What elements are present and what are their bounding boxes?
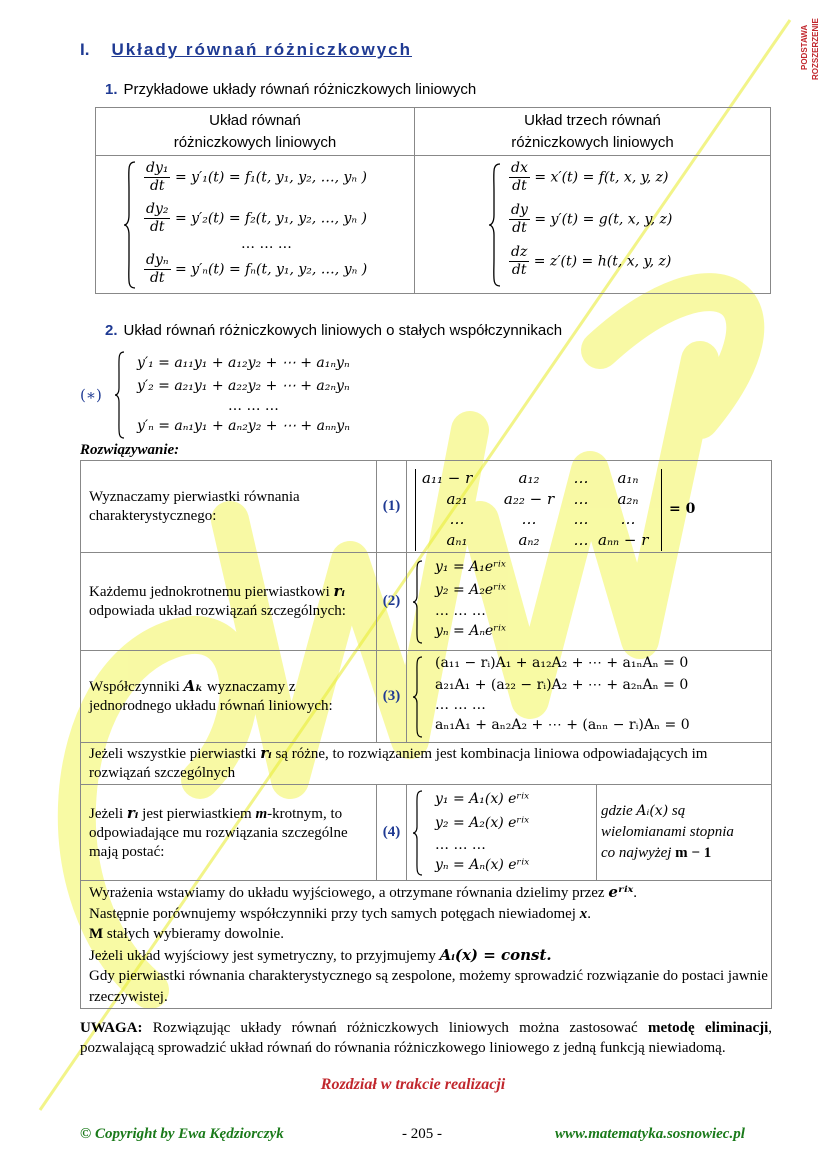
left-brace-icon [113, 350, 127, 440]
section-number: I. [80, 40, 90, 59]
left-brace-icon [411, 559, 425, 645]
step-3-text: Współczynniki Aₖ wyznaczamy z jednorodnego układu równań liniowych: [81, 651, 377, 743]
step-4-row [81, 785, 772, 881]
step-2-number: (2) [377, 553, 407, 651]
step-2-row [81, 553, 772, 651]
multiple-root-solutions: y₁ = A₁(x) eʳⁱˣ y₂ = A₂(x) eʳⁱˣ … … … yₙ = Aₙ(x) eʳⁱˣ [407, 785, 597, 881]
final-remarks: Wyrażenia wstawiamy do układu wyjściowego, a otrzymane równania dzielimy przez eʳⁱˣ. Następnie porównujemy współczynniki przy tych samych potęgach niewiadomej x. M stałych wybieramy dowolnie. Jeżeli układ wyjściowy jest symetryczny, to przyjmujemy Aᵢ(x) = const. Gdy pierwiastki równania charakterystycznego są zespolone, możemy sprowadzić rozwiązanie do postaci jawnie rzeczywistej. [81, 881, 772, 1009]
subsection-1-text: Przykładowe układy równań różniczkowych liniowych [123, 81, 477, 98]
system-star-label: (∗) [80, 386, 102, 404]
subsection-2 [105, 322, 562, 339]
example-systems-table [95, 107, 771, 294]
footer-url[interactable]: www.matematyka.sosnowiec.pl [555, 1126, 745, 1142]
polynomial-degree-note: gdzie Aᵢ(x) są wielomianami stopnia co najwyżej m − 1 [597, 785, 772, 881]
step-1-number: (1) [377, 461, 407, 553]
system-star-line-2: y′₂ = a₂₁y₁ + a₂₂y₂ + ⋯ + a₂ₙyₙ [137, 378, 350, 394]
footer-page-number: - 205 - [402, 1126, 442, 1142]
distinct-roots-text: Jeżeli wszystkie pierwiastki rᵢ są różne, to rozwiązaniem jest kombinacja liniowa odpowiadających im rozwiązań szczególnych [81, 743, 772, 785]
subsection-2-text: Układ równań różniczkowych liniowych o stałych współczynnikach [123, 322, 563, 339]
solving-steps-table [80, 460, 772, 1009]
status-note: Rozdział w trakcie realizacji [320, 1076, 506, 1093]
left-brace-icon [411, 655, 425, 739]
step-1-text: Wyznaczamy pierwiastki równania charakterystycznego: [81, 461, 377, 553]
side-label-extended: ROZSZERZENIE [811, 18, 820, 80]
subsection-1-number: 1. [105, 81, 118, 98]
left-brace-icon [411, 789, 425, 877]
subsection-1 [105, 81, 476, 98]
footer-copyright: © Copyright by Ewa Kędziorczyk [80, 1126, 284, 1142]
distinct-roots-row [81, 743, 772, 785]
table1-three-equation-system: $\frac{dx}{dt}$ = x′(t) = f(t, x, y, z) $\frac{dy}{dt}$ = y′(t) = g(t, x, y, z) $\frac{dz}{dt}$ = z′(t) = h(t, x, y, z) [415, 156, 771, 294]
step-2-text: Każdemu jednokrotnemu pierwiastkowi rᵢ odpowiada układ rozwiązań szczególnych: [81, 553, 377, 651]
step-4-number: (4) [377, 785, 407, 881]
final-remarks-row [81, 881, 772, 1009]
side-label-basic: PODSTAWA [800, 24, 809, 70]
subsection-2-number: 2. [105, 322, 118, 339]
table1-col1-header: Układ równań różniczkowych liniowych [96, 108, 415, 156]
system-star-dots: … … … [228, 398, 279, 414]
characteristic-determinant: a₁₁ − r a₁₂ … a₁ₙ a₂₁ a₂₂ − r … a₂ₙ … … … … aₙ₁ aₙ₂ … aₙₙ − r = 0 [407, 461, 772, 553]
left-brace-icon [122, 160, 138, 290]
note-label: UWAGA: [80, 1020, 143, 1036]
step-1-row [81, 461, 772, 553]
system-star-line-n: y′ₙ = aₙ₁y₁ + aₙ₂y₂ + ⋯ + aₙₙyₙ [137, 418, 350, 434]
system-star-line-1: y′₁ = a₁₁y₁ + a₁₂y₂ + ⋯ + a₁ₙyₙ [137, 355, 350, 371]
table1-col2-header: Układ trzech równań różniczkowych liniowych [415, 108, 771, 156]
step-3-number: (3) [377, 651, 407, 743]
step-4-text: Jeżeli rᵢ jest pierwiastkiem m-krotnym, to odpowiadające mu rozwiązania szczególne mają postać: [81, 785, 377, 881]
coefficient-system: (a₁₁ − rᵢ)A₁ + a₁₂A₂ + ⋯ + a₁ₙAₙ = 0 a₂₁A₁ + (a₂₂ − rᵢ)A₂ + ⋯ + a₂ₙAₙ = 0 … … … aₙ₁A₁ + aₙ₂A₂ + ⋯ + (aₙₙ − rᵢ)Aₙ = 0 [407, 651, 772, 743]
step-3-row [81, 651, 772, 743]
section-title-text: Układy równań różniczkowych [111, 40, 413, 59]
table1-general-system: $\frac{\text{dy₁}}{dt}$ = y′₁(t) = f₁(t, y₁, y₂, …, yₙ ) $\frac{\text{dy₂}}{dt}$ = y′₂(t) = f₂(t, y₁, y₂, …, yₙ ) … … … $\frac{\text{dyₙ}}{dt}$ = y′ₙ(t) = fₙ(t, y₁, y₂, …, yₙ ) [96, 156, 415, 294]
note-paragraph: UWAGA: Rozwiązując układy równań różniczkowych liniowych można zastosować metodę eliminacji, pozwalającą sprowadzić układ równań do równania różniczkowego liniowego z jedną funkcją niewiadomą. [80, 1020, 773, 1056]
section-title [80, 40, 412, 60]
particular-solutions: y₁ = A₁eʳⁱˣ y₂ = A₂eʳⁱˣ … … … yₙ = Aₙeʳⁱˣ [407, 553, 772, 651]
determinant-matrix: a₁₁ − r a₁₂ … a₁ₙ a₂₁ a₂₂ − r … a₂ₙ … … … … aₙ₁ aₙ₂ … aₙₙ − r [422, 468, 649, 549]
solving-label: Rozwiązywanie: [80, 442, 180, 458]
left-brace-icon [487, 162, 503, 288]
